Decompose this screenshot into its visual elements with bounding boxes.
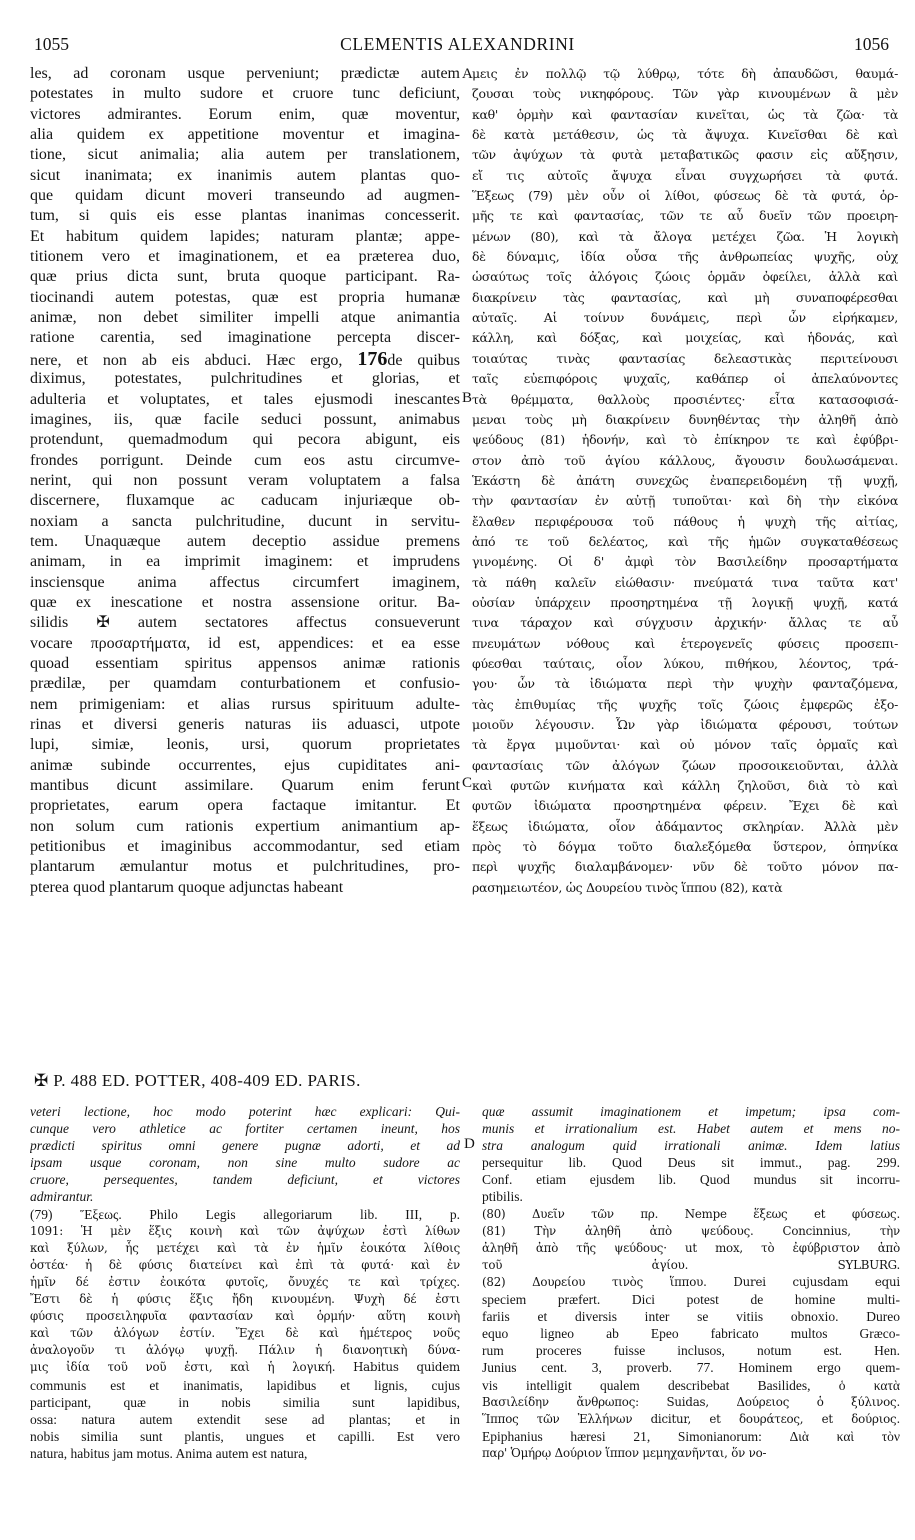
text-line: τὰ πάθη καλεῖν εἰώθασιν· πνεύματά τινα ταῦτα κατ' (472, 574, 898, 590)
text-line: petitionibus et imaginibus accommodantur, sed etiam (30, 838, 460, 856)
text-line: (80) Δυεῖν τῶν πρ. Nempe ἕξεως et φύσεως. (482, 1206, 900, 1221)
margin-marker-c: C (462, 775, 473, 791)
text-line: silidis ✠ autem sectatores affectus consueverunt (30, 614, 460, 632)
text-line: persequitur lib. Quod Deus sit immut., pag. 299. (482, 1155, 900, 1171)
text-line: veteri lectione, hoc modo poterint hæc explicari: Qui- (30, 1104, 460, 1119)
text-line: ρασημειωτέον, ὡς Δουρείου τινὸς ἵππου (82), κατὰ (472, 879, 783, 895)
text-line: quæ ex inescatione et nostra assensione oritur. Ba- (30, 593, 460, 611)
text-line: fariis et diversis inter se vitiis obnoxio. Dureo (482, 1309, 900, 1325)
text-line: imagines, iis, quæ facile seduci possunt, animabus (30, 410, 460, 428)
text-line: στον ἀπὸ τοῦ ἁγίου κάλλους, ἄγουσιν δουλωσάμεναι. (472, 452, 898, 468)
text-line: πρὸς τὸ δόγμα τοῦτο διαλεξόμεθα ὕστερον, ὁπηνίκα (472, 839, 898, 855)
text-line: alia quidem ex appetitione moventur et imagina- (30, 126, 460, 144)
text-line: τοιαύτας τινὰς φαντασίας δελεαστικὰς περιτείνουσι (472, 350, 898, 366)
text-line: quæ assumit imaginationem et impetum; ipsa com- (482, 1104, 900, 1119)
text-line: vocare προσαρτήματα, id est, appendices: et ea esse (30, 634, 460, 652)
text-line: τὴν φαντασίαν ἐν αὐτῇ τυποῦται· καὶ δὴ τὴν εἰκόνα (472, 493, 898, 509)
text-line: que quidam dicunt moveri transeundo ad augmen- (30, 187, 460, 205)
text-line: ἔλαθεν περιφέρουσα τοῦ πάθους ἡ ψυχὴ τῆς αἰτίας, (472, 513, 898, 529)
text-line: animæ, non debet similiter impelli atque animantia (30, 309, 460, 327)
text-line: φύσις προσειληφυῖα φαντασίαν καὶ ὁρμήν· αὕτη κοινὴ (30, 1309, 460, 1324)
text-line: insciensque anima affectus circumfert imaginem, (30, 573, 460, 591)
latin-column (30, 64, 460, 898)
text-line: tiocinandi autem potestas, quæ est propria humanæ (30, 288, 460, 306)
text-line: φύεσθαι ταύταις, οἷον λύκου, πιθήκου, λέοντος, τρά- (472, 655, 898, 671)
text-line: ψεύδους (81) ἡδονήν, καὶ τὸ ἐπίκηρον τε καὶ ἐφύβρι- (472, 432, 898, 448)
text-line: quæ prius dicta sunt, bruta quoque participant. Ra- (30, 268, 460, 286)
text-line: ossa: natura autem extendit sese ad plantas; et in (30, 1411, 460, 1427)
text-line: 1091: Ἡ μὲν ἕξις κοινὴ καὶ τῶν ἀψύχων ἐστὶ λίθων (30, 1223, 460, 1238)
text-line: nobis similia sunt plantis, ungues et capilli. Est vero (30, 1428, 460, 1444)
text-line: Ἑκάστη δὲ ἀπάτη συνεχῶς ἐναπερειδομένη τῇ ψυχῇ, (472, 472, 898, 488)
text-line: titionem vero et imaginationem, et ea præterea duo, (30, 248, 460, 266)
text-line: Conf. etiam ejusdem lib. Quod mundus sit incorru- (482, 1172, 900, 1188)
text-line: γου· ὧν τὰ ἰδιώματα περὶ τὴν ψυχὴν φανταζόμενα, (472, 676, 898, 692)
text-line: μεναι τοὺς μὴ διακρίνειν δυνηθέντας τὴν ἀληθῆ ἀπὸ (472, 411, 898, 427)
text-line: tione, sicut animalia; alia autem per translationem, (30, 146, 460, 164)
greek-column (472, 64, 898, 898)
text-line: Et habitum quidem lapides; naturam plantæ; appe- (30, 227, 460, 245)
text-line: equo ligneo ab Epeo fabricato multos Græco- (482, 1326, 900, 1342)
text-line: Ἵππος τῶν Ἑλλήνων dicitur, et δουράτεος, et δούριος. (482, 1411, 900, 1426)
text-line: ἡμῖν δέ ἐστιν ἐοικότα φυτοῖς, ὄνυχές τε καὶ τρίχες. (30, 1274, 460, 1289)
text-line: (79) Ἕξεως. Philo Legis allegoriarum lib. III, p. (30, 1206, 460, 1222)
text-line: rum proceres fuisse inclusos, notum est. Hen. (482, 1343, 900, 1359)
text-line: ἀπό τε τοῦ δελέατος, καὶ τῆς ἡμῶν συγκαταθέσεως (472, 533, 898, 549)
text-line: munis et irrationalium est. Habet autem et mens no- (482, 1121, 900, 1137)
text-line: discernere, fluxamque ac caducam injuriæque ob- (30, 492, 460, 510)
text-line: rinas et diversi generis naturas iis aduasci, utpote (30, 716, 460, 733)
text-line: mantibus dicunt assimilare. Quarum enim ferunt (30, 777, 460, 795)
text-line: speciem præfert. Dici potest de homine multi- (482, 1292, 900, 1308)
text-line: nem primigeniam: et alias rursus spirituum adulte- (30, 695, 460, 713)
text-line: frondes porrigunt. Deinde cum eos astu circumve- (30, 451, 460, 469)
text-line: ἀναλογοῦν τι ἀλόγῳ ψυχῇ. Πάλιν ἡ διανοητικὴ δύνα- (30, 1343, 460, 1358)
text-line: noxiam a sancta pulchritudine, ducunt in servitu- (30, 512, 460, 530)
text-line: δὲ κατὰ μετάθεσιν, ὡς τὰ ἄψυχα. Κινεῖσθαι δὲ καὶ (472, 127, 898, 143)
text-line: les, ad coronam usque perveniunt; prædictæ autem (30, 65, 460, 82)
running-header (0, 34, 915, 58)
text-line: κάλλη, καὶ δόξας, καὶ μοιχείας, καὶ ἡδονάς, καὶ (472, 330, 898, 346)
text-line: Junius cent. 3, proverb. 77. Hominem ergo quem- (482, 1360, 900, 1376)
text-line: cunque vero athletice ac fortiter certamen ineunt, hos (30, 1121, 460, 1137)
text-line: pterea quod plantarum quoque adjunctas habeant (30, 878, 344, 896)
page-number-left: 1055 (34, 34, 69, 54)
text-line: ὡσαύτως τοῖς ἀλόγοις ζώοις ὁρμᾶν ὀφείλει, ἀλλὰ καὶ (472, 269, 898, 285)
text-line: protendunt, quemadmodum qui pecora abigunt, eis (30, 431, 460, 449)
text-line: ὀστέα· ἡ δὲ φύσις διατείνει καὶ ἐπὶ τὰ φυτά· καὶ ἐν (30, 1257, 460, 1272)
text-line: τοῦ ἁγίου. SYLBURG. (482, 1257, 900, 1272)
text-line: communis est et inanimatis, lapidibus et lignis, cujus (30, 1377, 460, 1393)
text-line: καὶ τῶν ἀλόγων ἐστίν. Ἔχει δὲ καὶ ἡμέτερος νοῦς (30, 1326, 460, 1341)
page-number-right: 1056 (854, 34, 889, 54)
text-line: μοιοῦν λέγουσιν. Ὧν γὰρ ἰδιώματα φέρουσι, τούτων (472, 717, 898, 732)
text-line: Βασιλείδην ἄνθρωπος: Suidas, Δούρειος ὁ ξύλινος. (482, 1394, 900, 1409)
text-line: παρ' Ὁμήρῳ Δούριον ἵππον μεμηχανῆνται, ὅν νο- (482, 1445, 767, 1460)
text-line: natura, habitus jam motus. Anima autem est natura, (30, 1445, 308, 1461)
margin-marker-d: D (464, 1136, 475, 1152)
text-line: nerint, qui non possunt veram voluptatem a falsa (30, 471, 460, 489)
text-line: non solum cum rationis expertium animantium ap- (30, 817, 460, 835)
text-line: (81) Τὴν ἀληθῆ ἀπὸ ψεύδους. Concinnius, τὴν (482, 1223, 900, 1238)
text-line (30, 349, 460, 369)
text-line: Ἕξεως (79) μὲν οὖν οἱ λίθοι, φύσεως δὲ τὰ φυτά, ὁρ- (472, 188, 898, 204)
text-line-content: nere, et non ab eis abduci. Hæc ergo, (30, 351, 343, 369)
text-line: εἴ τις αὐτοῖς ἄψυχα εἶναι συγχωρήσει τὰ φυτά. (472, 167, 898, 183)
text-line: stra analogum quid irrationali animæ. Idem latius (482, 1138, 900, 1154)
text-line: adulteria et voluptates, et tales ejusmodi inescantes (30, 390, 460, 408)
text-line: καθ' ὁρμὴν καὶ φαντασίαν κινεῖται, ὡς τὰ ζῶα· τὰ (472, 106, 898, 122)
text-line: plantarum æmulantur motus et pulchritudines, pro- (30, 858, 460, 876)
text-line-tail: de quibus (387, 351, 460, 369)
text-line: γινομένης. Οἱ δ' ἀμφὶ τὸν Βασιλείδην προσαρτήματα (472, 554, 898, 570)
notes-column-right (482, 1103, 900, 1462)
text-line: καὶ φυτῶν κινήματα καὶ κάλλη ζηλοῦσι, διὰ τὸ καὶ (472, 778, 898, 794)
margin-marker-a: A (462, 66, 473, 82)
text-line: lupi, simiæ, leonis, ursi, quorum proprietates (30, 736, 460, 754)
text-line: δὲ δύναμις, ἰδία οὖσα τῆς ἀνθρωπείας ψυχῆς, οὐχ (472, 249, 898, 265)
text-line: ptibilis. (482, 1189, 523, 1205)
text-line: vis intelligit qualem describebat Basilides, ὁ κατὰ (482, 1377, 900, 1393)
text-line: ipsam usque coronam, non sine multo sudore ac (30, 1155, 460, 1171)
text-line: διακρίνειν τὰς φαντασίας, καὶ μὴ συναποφέρεσθαι (472, 289, 898, 305)
text-line: τὰ θρέμματα, θαλλοὺς προσιέντες· εἶτα κατασοφισά- (472, 391, 898, 407)
margin-marker-b: B (462, 390, 473, 406)
text-line: potestates in multo sudore et cruore tunc deficiunt, (30, 85, 460, 103)
text-line: sicut inanimata; ex inanimis autem plantas quo- (30, 166, 460, 184)
text-line: tum, si quis eis esse plantas inanimas concesserit. (30, 207, 460, 225)
text-line: prædicti spiritus omni genere pugnæ adorti, et ad (30, 1138, 460, 1154)
text-line: φαντασίαις τῶν ἀλόγων ζώων προσοικειοῦνται, ἀλλὰ (472, 757, 898, 773)
text-line: ἀληθῆ ἀπὸ τῆς ψεύδους· ut mox, τὸ ἐφύβριστον ἀπὸ (482, 1240, 900, 1255)
text-line: diximus, potestates, pulchritudines et glorias, et (30, 370, 460, 388)
text-line: ἕξεως ἰδιώματα, οἷον ἀδάμαντος σκληρίαν. Ἀλλὰ μὲν (472, 818, 898, 834)
text-line: τινα τάραχον καὶ σύγχυσιν ἀρχικήν· ἄλλας τε αὖ (472, 615, 898, 631)
text-line: proprietates, earum opera factaque imitantur. Et (30, 797, 460, 815)
text-line: τῶν ἀψύχων τὰ φυτὰ μεταβατικῶς φασιν εἰς αὔξησιν, (472, 147, 898, 163)
text-line: ταῖς εὐεπιφόροις ψυχαῖς, καθάπερ οἱ ἀπελαύνοντες (472, 371, 898, 387)
text-line: μεις ἐν πολλῷ τῷ λύθρῳ, τότε δὴ ἀπαυδῶσι, θαυμά- (472, 66, 898, 81)
text-line: τὰς ἐπιθυμίας τῆς ψυχῆς τοῖς ζώοις ἐμφερῶς ἐξο- (472, 696, 898, 712)
text-line: prædilæ, per quamdam conturbationem et confusio- (30, 675, 460, 693)
text-line: cruore, persequentes, tandem deficiunt, et victores (30, 1172, 460, 1188)
text-line: μις ἰδία τοῦ νοῦ ἐστι, καὶ ἡ λογική. Habitus quidem (30, 1360, 460, 1375)
text-line: καὶ ξύλων, ἧς μετέχει καὶ τὰ ἐν ἡμῖν ἐοικότα λίθοις (30, 1240, 460, 1255)
edition-reference-heading: ✠ P. 488 ED. POTTER, 408-409 ED. PARIS. (34, 1071, 361, 1090)
text-line: tem. Unaquæque autem deceptio assidue premens (30, 532, 460, 550)
text-line: (82) Δουρείου τινὸς ἵππου. Durei cujusdam equi (482, 1274, 900, 1289)
text-line: ζουσαι τοὺς νικηφόρους. Τῶν γὰρ κινουμένων ἃ μὲν (472, 86, 898, 102)
text-line: victores admirantes. Eorum enim, quæ moventur, (30, 105, 460, 123)
text-line: φυτῶν ἰδιώματα προσηρτημένα φέρειν. Ἔχει δὲ καὶ (472, 798, 898, 814)
text-line: Epiphanius hæresi 21, Simonianorum: Διὰ καὶ τὸν (482, 1428, 900, 1444)
text-line: αὐταῖς. Αἱ τοίνυν δυνάμεις, περὶ ὧν εἰρήκαμεν, (472, 310, 898, 326)
text-line: περὶ ψυχῆς διαλαμβάνομεν· νῦν δὲ τοῦτο μόνον πα- (472, 859, 898, 875)
notes-column-left (30, 1103, 460, 1462)
text-line: quoad essentiam spiritus appensos animæ rationis (30, 654, 460, 672)
text-line: ratione carentia, sed imaginatione percepta discer- (30, 329, 460, 347)
text-line: animæ subinde occurrentes, ejus cupiditates ani- (30, 756, 460, 774)
text-line: μῆς τε καὶ φαντασίας, τῶν τε αὖ δυεῖν τῶν προειρη- (472, 208, 898, 224)
text-line: animam, in ea imprimit imaginem: et imprudens (30, 553, 460, 571)
text-line: πνευμάτων νόθους καὶ ἑτερογενεῖς φύσεις προσεπι- (472, 635, 898, 651)
text-line: οὐσίαν ὑπάρχειν προσηρτημένα τῇ λογικῇ ψυχῇ, κατά (472, 594, 898, 610)
text-line: μένων (80), καὶ τὰ ἄλογα μετέχει ζῶα. Ἡ λογικὴ (472, 228, 898, 244)
text-line: participant, quæ in nobis similia sunt lapidibus, (30, 1394, 460, 1410)
text-line: Ἔστι δὲ ἡ φύσις ἕξις ἤδη κινουμένη. Ψυχὴ δέ ἐστι (30, 1292, 460, 1307)
text-line: τὰ ἔργα μιμοῦνται· καὶ οὐ μόνον ταῖς ὁρμαῖς καὶ (472, 737, 898, 753)
page-number-176: 176 (357, 348, 388, 370)
text-line: admirantur. (30, 1189, 94, 1205)
running-title: CLEMENTIS ALEXANDRINI (340, 34, 575, 54)
